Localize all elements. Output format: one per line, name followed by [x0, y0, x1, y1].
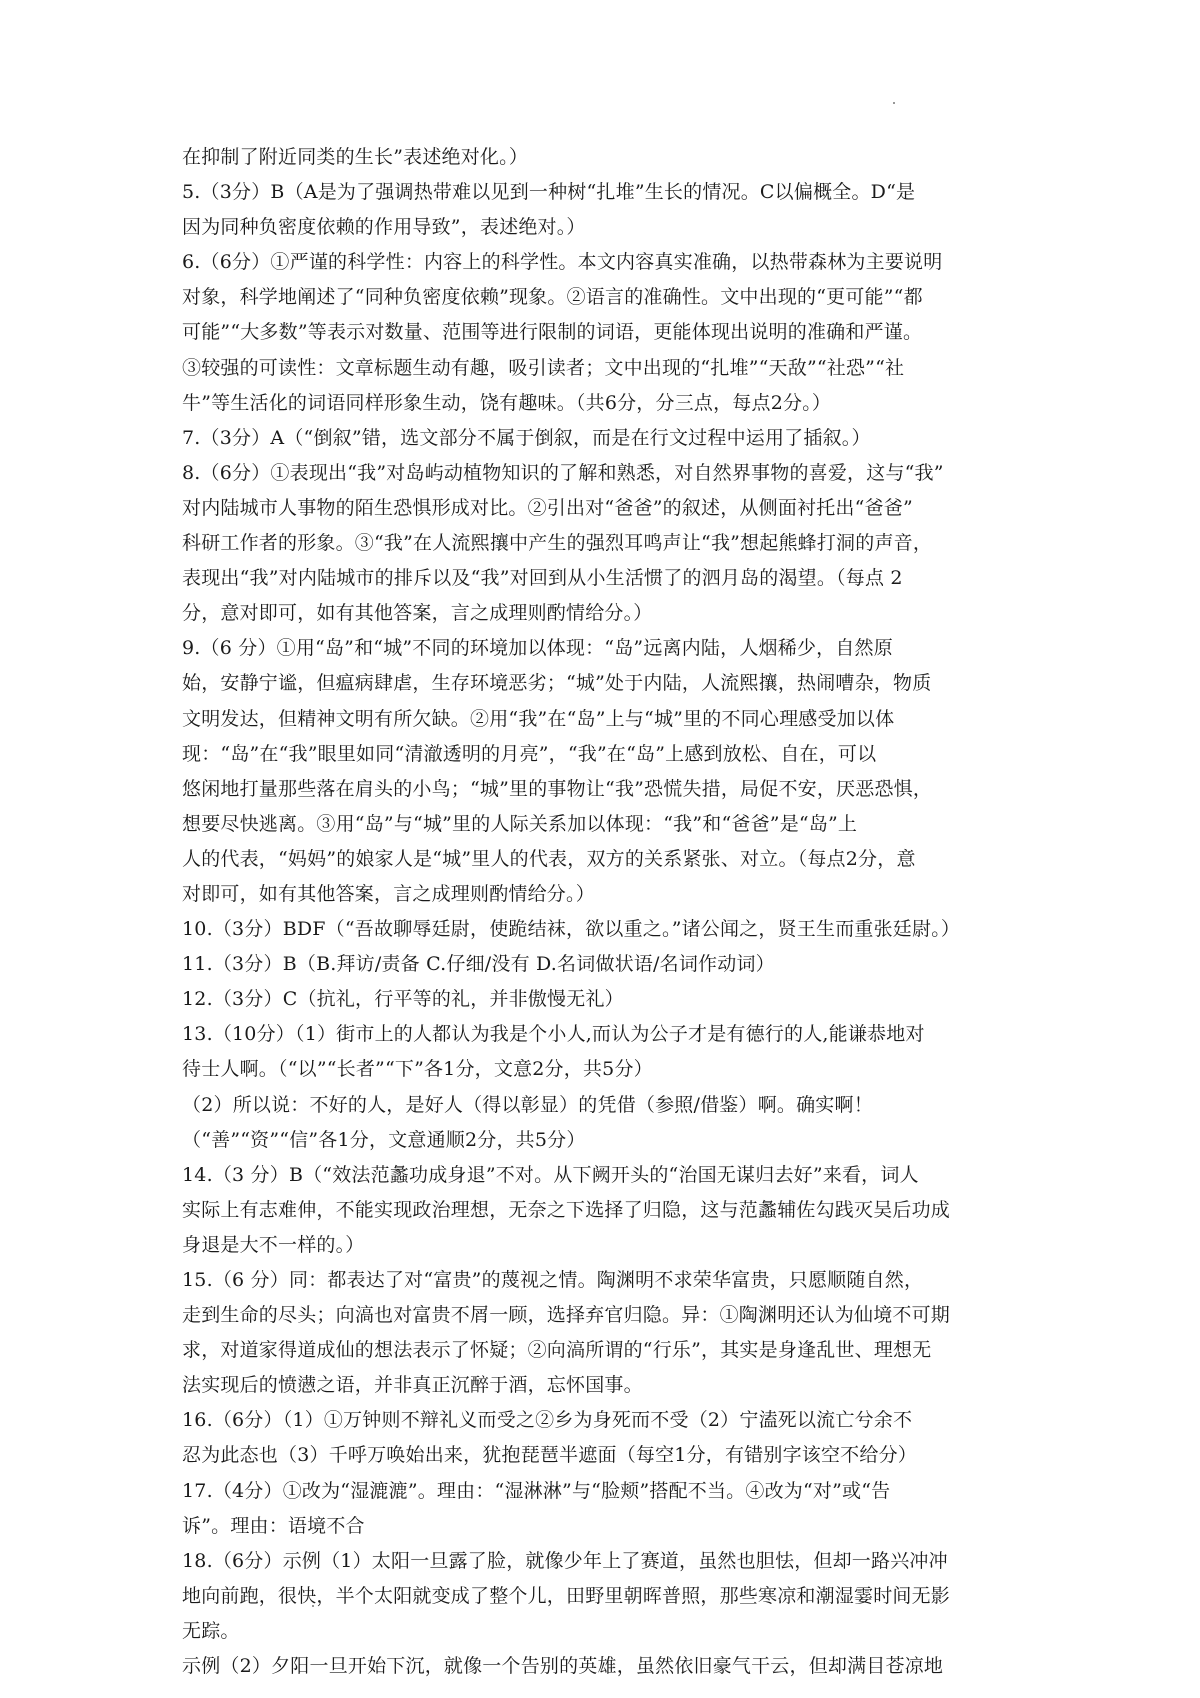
- text-line: 在抑制了附近同类的生长”表述绝对化。）: [182, 146, 529, 168]
- text-line: 牛”等生活化的词语同样形象生动，饶有趣味。（共6分，分三点，每点2分。）: [182, 391, 832, 414]
- text-line: 科研工作者的形象。③“我”在人流熙攘中产生的强烈耳鸣声让“我”想起熊蜂打洞的声音，: [182, 532, 933, 555]
- text-line: 16.（6分）（1）①万钟则不辩礼义而受之②乡为身死而不受（2）宁溘死以流亡兮余不: [182, 1409, 913, 1432]
- text-line: 9.（6 分）①用“岛”和“城”不同的环境加以体现：“岛”远离内陆，人烟稀少，自然原: [182, 637, 893, 660]
- text-line: 8.（6分）①表现出“我”对岛屿动植物知识的了解和熟悉，对自然界事物的喜爱，这与“我”: [182, 461, 944, 484]
- text-line: 地向前跑，很快，半个太阳就变成了整个儿，田野里朝晖普照，那些寒凉和潮湿霎时间无影: [182, 1584, 951, 1607]
- text-line: 待士人啊。（“以”“长者”“下”各1分，文意2分，共5分）: [182, 1058, 653, 1081]
- text-line: 因为同种负密度依赖的作用导致”，表述绝对。）: [182, 216, 586, 239]
- text-line: 实际上有志难伸，不能实现政治理想，无奈之下选择了归隐，这与范蠡辅佐勾践灭吴后功成: [182, 1198, 951, 1221]
- text-line: 分，意对即可，如有其他答案，言之成理则酌情给分。）: [182, 602, 653, 625]
- text-line: 12.（3分）C（抗礼，行平等的礼，并非傲慢无礼）: [182, 988, 624, 1011]
- text-line: 示例（2）夕阳一旦开始下沉，就像一个告别的英雄，虽然依旧豪气干云，但却满目苍凉地: [182, 1655, 944, 1678]
- text-line: （“善”“资”“信”各1分，文意通顺2分，共5分）: [182, 1128, 586, 1151]
- text-line: 13.（10分）（1）街市上的人都认为我是个小人,而认为公子才是有德行的人,能谦恭地对: [182, 1023, 925, 1046]
- text-line: 7.（3分）A（“倒叙”错，选文部分不属于倒叙，而是在行文过程中运用了插叙。）: [182, 426, 871, 449]
- text-line: 身退是大不一样的。）: [182, 1233, 365, 1256]
- text-line: 法实现后的愤懑之语，并非真正沉醉于酒，忘怀国事。: [182, 1374, 643, 1397]
- text-line: 10.（3分）BDF（“吾故聊辱廷尉，使跪结袜，欲以重之。”诸公闻之，贤王生而重张廷尉。）: [182, 918, 961, 941]
- text-line: 求，对道家得道成仙的想法表示了怀疑；②向滈所谓的“行乐”，其实是身逢乱世、理想无: [182, 1339, 932, 1362]
- text-line: 无踪。: [182, 1619, 240, 1642]
- text-line: 14.（3 分）B（“效法范蠡功成身退”不对。从下阙开头的“治国无谋归去好”来看，词人: [182, 1163, 919, 1186]
- text-line: 对即可，如有其他答案，言之成理则酌情给分。）: [182, 882, 595, 905]
- text-line: 15.（6 分）同：都表达了对“富贵”的蔑视之情。陶渊明不求荣华富贵，只愿顺随自然，: [182, 1269, 924, 1291]
- text-line: 始，安静宁谧，但瘟病肆虐，生存环境恶劣；“城”处于内陆，人流熙攘，热闹嘈杂，物质: [182, 672, 932, 695]
- text-line: 18.（6分）示例（1）太阳一旦露了脸，就像少年上了赛道，虽然也胆怯，但却一路兴冲冲: [182, 1549, 948, 1572]
- text-line: 诉”。理由：语境不合: [182, 1514, 365, 1537]
- text-line: 文明发达，但精神文明有所欠缺。②用“我”在“岛”上与“城”里的不同心理感受加以体: [182, 707, 895, 730]
- text-line: 忍为此态也（3）千呼万唤始出来，犹抱琵琶半遮面（每空1分，有错别字该空不给分）: [182, 1444, 917, 1467]
- text-line: 悠闲地打量那些落在肩头的小鸟；“城”里的事物让“我”恐慌失措，局促不安，厌恶恐惧，: [182, 777, 933, 800]
- text-line: 5.（3分）B（A是为了强调热带难以见到一种树“扎堆”生长的情况。C以偏概全。D“是: [182, 181, 916, 204]
- text-line: 对象，科学地阐述了“同种负密度依赖”现象。②语言的准确性。文中出现的“更可能”“都: [182, 286, 923, 309]
- text-line: 对内陆城市人事物的陌生恐惧形成对比。②引出对“爸爸”的叙述，从侧面衬托出“爸爸”: [182, 496, 913, 519]
- text-line: 走到生命的尽头；向滈也对富贵不屑一顾，选择弃官归隐。异：①陶渊明还认为仙境不可期: [182, 1304, 951, 1327]
- text-line: 17.（4分）①改为“湿漉漉”。理由：“湿淋淋”与“脸颊”搭配不当。④改为“对”或“告: [182, 1479, 891, 1502]
- scan-speck: [893, 102, 895, 104]
- text-line: 表现出“我”对内陆城市的排斥以及“我”对回到从小生活惯了的泗月岛的渴望。（每点 2: [182, 567, 903, 590]
- text-line: 11.（3分）B（B.拜访/责备 C.仔细/没有 D.名词做状语/名词作动词）: [182, 953, 775, 976]
- text-line: ③较强的可读性：文章标题生动有趣，吸引读者；文中出现的“扎堆”“天敌”“社恐”“社: [182, 356, 905, 379]
- text-line: 可能”“大多数”等表示对数量、范围等进行限制的词语，更能体现出说明的准确和严谨。: [182, 321, 923, 344]
- text-line: 6.（6分）①严谨的科学性：内容上的科学性。本文内容真实准确，以热带森林为主要说明: [182, 251, 943, 274]
- answer-key-text: [182, 140, 1034, 1684]
- text-line: 人的代表，“妈妈”的娘家人是“城”里人的代表，双方的关系紧张、对立。（每点2分，意: [182, 847, 916, 870]
- text-line: 现：“岛”在“我”眼里如同“清澈透明的月亮”，“我”在“岛”上感到放松、自在，可以: [182, 742, 877, 765]
- text-line: 想要尽快逃离。③用“岛”与“城”里的人际关系加以体现：“我”和“爸爸”是“岛”上: [182, 812, 858, 835]
- text-line: （2）所以说：不好的人，是好人（得以彰显）的凭借（参照/借鉴）啊。确实啊！: [182, 1093, 873, 1116]
